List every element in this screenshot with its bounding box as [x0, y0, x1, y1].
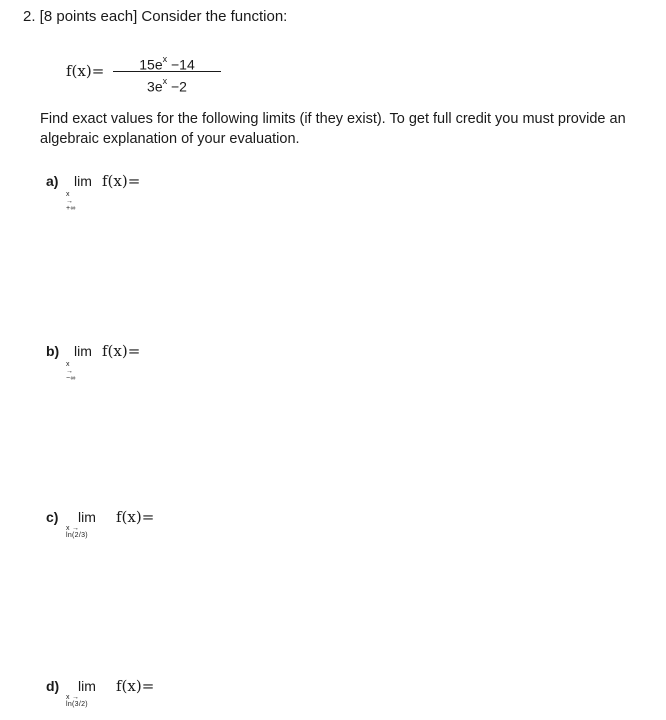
- limit-expression: f(x)=: [116, 677, 155, 695]
- part-letter: a): [46, 173, 59, 189]
- limit-approach: x → +∞: [66, 191, 76, 212]
- limit-approach: x → ln(3/2): [66, 694, 88, 708]
- instructions-text: Find exact values for the following limits (if they exist). To get full credit you must provide an algebraic explanation of your evaluation.: [40, 111, 626, 147]
- fraction-numerator: $15e^x -14$: [139, 54, 195, 73]
- part-letter: b): [46, 343, 60, 359]
- part-letter: d): [46, 678, 60, 694]
- function-lhs: f(x)=: [66, 62, 105, 80]
- limit-expression: f(x)=: [102, 342, 141, 360]
- limit-approach: x → −∞: [66, 361, 76, 382]
- fraction-denominator: $3e^x -2$: [147, 76, 187, 95]
- part-letter: c): [46, 509, 59, 525]
- limit-operator: lim: [74, 173, 92, 189]
- function-fraction: [113, 52, 221, 95]
- limit-operator: lim: [78, 678, 96, 694]
- limit-expression: f(x)=: [116, 508, 155, 526]
- limit-operator: lim: [78, 509, 96, 525]
- limit-operator: lim: [74, 343, 92, 359]
- limit-expression: f(x)=: [102, 172, 141, 190]
- limit-approach: x → ln(2/3): [66, 525, 88, 539]
- question-title: 2. [8 points each] Consider the function:: [23, 8, 288, 25]
